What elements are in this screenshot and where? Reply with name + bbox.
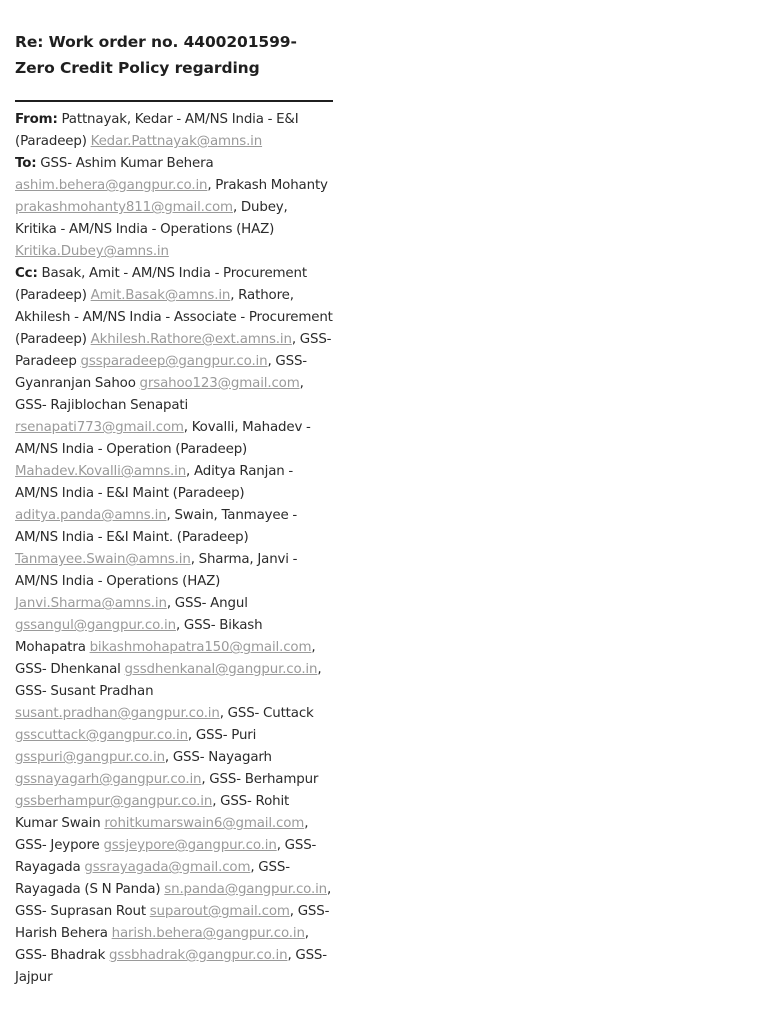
recipient-text: , Sharma, Janvi - AM/NS India - Operations (HAZ) (15, 552, 298, 589)
email-address-link[interactable]: Janvi.Sharma@amns.in (15, 596, 167, 611)
recipient-text: , GSS- Gyanranjan Sahoo (15, 354, 307, 391)
email-address-link[interactable]: Tanmayee.Swain@amns.in (15, 552, 191, 567)
email-address-link[interactable]: bikashmohapatra150@gmail.com (89, 640, 312, 655)
email-address-link[interactable]: ashim.behera@gangpur.co.in (15, 178, 208, 193)
email-address-link[interactable]: aditya.panda@amns.in (15, 508, 167, 523)
email-address-link[interactable]: grsahoo123@gmail.com (139, 376, 300, 391)
recipient-text: , GSS- Rayagada (15, 838, 317, 875)
email-address-link[interactable]: prakashmohanty811@gmail.com (15, 200, 233, 215)
email-address-link[interactable]: gssnayagarh@gangpur.co.in (15, 772, 202, 787)
email-headers (15, 109, 333, 989)
to-value (15, 156, 328, 259)
to-label: To: (15, 156, 37, 171)
email-address-link[interactable]: Amit.Basak@amns.in (90, 288, 231, 303)
recipient-text: , Swain, Tanmayee - AM/NS India - E&I Maint. (Paradeep) (15, 508, 298, 545)
recipient-text: , Dubey, Kritika - AM/NS India - Operations (HAZ) (15, 200, 288, 237)
cc-value (15, 266, 333, 985)
header-divider (15, 100, 333, 102)
email-address-link[interactable]: gssrayagada@gmail.com (84, 860, 251, 875)
email-address-link[interactable]: sn.panda@gangpur.co.in (164, 882, 327, 897)
recipient-text: , GSS- Harish Behera (15, 904, 330, 941)
email-address-link[interactable]: gssbhadrak@gangpur.co.in (109, 948, 288, 963)
recipient-text: Pattnayak, Kedar - AM/NS India - E&I (Paradeep) (15, 112, 299, 149)
email-address-link[interactable]: gsscuttack@gangpur.co.in (15, 728, 188, 743)
email-address-link[interactable]: Akhilesh.Rathore@ext.amns.in (90, 332, 292, 347)
recipient-text: , GSS- Bhadrak (15, 926, 309, 963)
email-subject: Re: Work order no. 4400201599- Zero Credit Policy regarding (15, 33, 297, 77)
email-address-link[interactable]: gssparadeep@gangpur.co.in (80, 354, 268, 369)
from-label: From: (15, 112, 58, 127)
email-address-link[interactable]: Mahadev.Kovalli@amns.in (15, 464, 187, 479)
email-address-link[interactable]: gssjeypore@gangpur.co.in (103, 838, 277, 853)
recipient-text: , GSS- Bikash Mohapatra (15, 618, 263, 655)
recipient-text: , GSS- Susant Pradhan (15, 662, 322, 699)
email-address-link[interactable]: gssangul@gangpur.co.in (15, 618, 176, 633)
recipient-text: , GSS- Cuttack (219, 706, 314, 721)
email-address-link[interactable]: gssdhenkanal@gangpur.co.in (124, 662, 318, 677)
email-address-link[interactable]: gssberhampur@gangpur.co.in (15, 794, 213, 809)
recipient-text: , Prakash Mohanty (207, 178, 328, 193)
recipient-text: , Aditya Ranjan - AM/NS India - E&I Maint (Paradeep) (15, 464, 294, 501)
cc-label: Cc: (15, 266, 38, 281)
recipient-text: , GSS- Jajpur (15, 948, 327, 985)
recipient-text: , GSS- Rajiblochan Senapati (15, 376, 304, 413)
from-row (15, 109, 333, 153)
recipient-text: GSS- Ashim Kumar Behera (40, 156, 214, 171)
email-view (15, 29, 333, 989)
recipient-text: , GSS- Nayagarh (164, 750, 272, 765)
email-address-link[interactable]: rsenapati773@gmail.com (15, 420, 184, 435)
recipient-text: , GSS- Rayagada (S N Panda) (15, 860, 290, 897)
recipient-text: , Rathore, Akhilesh - AM/NS India - Associate - Procurement (Paradeep) (15, 288, 333, 347)
email-address-link[interactable]: harish.behera@gangpur.co.in (111, 926, 305, 941)
recipient-text: , GSS- Rohit Kumar Swain (15, 794, 290, 831)
recipient-text: , GSS- Berhampur (201, 772, 319, 787)
recipient-text: , GSS- Dhenkanal (15, 640, 316, 677)
to-row (15, 153, 333, 263)
email-address-link[interactable]: rohitkumarswain6@gmail.com (104, 816, 305, 831)
email-address-link[interactable]: gsspuri@gangpur.co.in (15, 750, 165, 765)
email-address-link[interactable]: suparout@gmail.com (149, 904, 290, 919)
email-address-link[interactable]: Kritika.Dubey@amns.in (15, 244, 169, 259)
recipient-text: , GSS- Angul (166, 596, 248, 611)
recipient-text: , GSS- Jeypore (15, 816, 309, 853)
recipient-text: , GSS- Paradeep (15, 332, 332, 369)
email-address-link[interactable]: susant.pradhan@gangpur.co.in (15, 706, 220, 721)
recipient-text: , GSS- Suprasan Rout (15, 882, 332, 919)
from-value (15, 112, 299, 149)
recipient-text: , Kovalli, Mahadev - AM/NS India - Operation (Paradeep) (15, 420, 311, 457)
email-address-link[interactable]: Kedar.Pattnayak@amns.in (90, 134, 263, 149)
cc-row (15, 263, 333, 989)
recipient-text: , GSS- Puri (187, 728, 257, 743)
recipient-text: Basak, Amit - AM/NS India - Procurement (Paradeep) (15, 266, 307, 303)
